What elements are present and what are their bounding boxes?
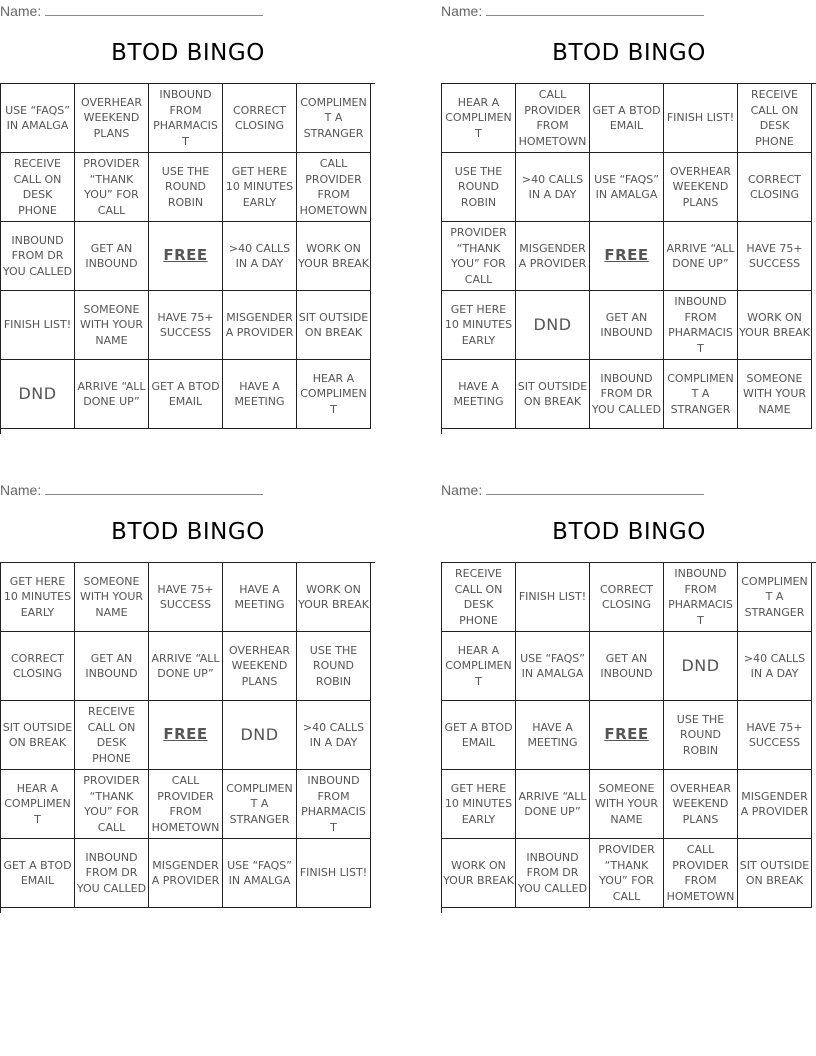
bingo-grid xyxy=(441,562,816,913)
bingo-cell[interactable]: INBOUND FROM DR YOU CALLED xyxy=(590,360,664,429)
bingo-cell[interactable]: CALL PROVIDER FROM HOMETOWN xyxy=(297,153,371,222)
bingo-cell[interactable]: GET A BTOD EMAIL xyxy=(149,360,223,429)
bingo-cell[interactable]: HEAR A COMPLIMENT xyxy=(297,360,371,429)
bingo-cell[interactable]: CORRECT CLOSING xyxy=(223,84,297,153)
name-label: Name: xyxy=(0,3,42,19)
bingo-cell[interactable]: OVERHEAR WEEKEND PLANS xyxy=(223,632,297,701)
bingo-cell[interactable]: >40 CALLS IN A DAY xyxy=(223,222,297,291)
name-field[interactable] xyxy=(441,3,816,21)
bingo-cell[interactable]: RECEIVE CALL ON DESK PHONE xyxy=(75,701,149,770)
bingo-cell[interactable]: USE THE ROUND ROBIN xyxy=(664,701,738,770)
bingo-cell[interactable]: SOMEONE WITH YOUR NAME xyxy=(75,291,149,360)
name-field[interactable] xyxy=(0,3,376,21)
bingo-cell[interactable]: WORK ON YOUR BREAK xyxy=(738,291,812,360)
bingo-cell[interactable]: SIT OUTSIDE ON BREAK xyxy=(1,701,75,770)
bingo-cell[interactable]: PROVIDER “THANK YOU” FOR CALL xyxy=(590,839,664,908)
bingo-cell[interactable]: MISGENDER A PROVIDER xyxy=(738,770,812,839)
bingo-cell[interactable]: USE THE ROUND ROBIN xyxy=(442,153,516,222)
bingo-cell[interactable]: PROVIDER “THANK YOU” FOR CALL xyxy=(75,153,149,222)
bingo-cell[interactable]: FINISH LIST! xyxy=(516,563,590,632)
bingo-cell[interactable]: INBOUND FROM PHARMACIST xyxy=(664,291,738,360)
bingo-cell[interactable]: HAVE A MEETING xyxy=(442,360,516,429)
bingo-cell[interactable]: PROVIDER “THANK YOU” FOR CALL xyxy=(75,770,149,839)
bingo-cell[interactable]: USE “FAQS” IN AMALGA xyxy=(223,839,297,908)
free-space-cell[interactable]: FREE xyxy=(149,222,223,291)
bingo-cell[interactable]: COMPLIMENT A STRANGER xyxy=(664,360,738,429)
bingo-cell[interactable]: GET HERE 10 MINUTES EARLY xyxy=(442,291,516,360)
bingo-cell[interactable]: OVERHEAR WEEKEND PLANS xyxy=(664,770,738,839)
bingo-cell[interactable]: RECEIVE CALL ON DESK PHONE xyxy=(738,84,812,153)
bingo-cell[interactable]: HAVE 75+ SUCCESS xyxy=(738,222,812,291)
bingo-cell[interactable]: WORK ON YOUR BREAK xyxy=(297,222,371,291)
bingo-cell[interactable]: HAVE A MEETING xyxy=(516,701,590,770)
bingo-cell[interactable]: WORK ON YOUR BREAK xyxy=(297,563,371,632)
bingo-cell[interactable]: USE “FAQS” IN AMALGA xyxy=(516,632,590,701)
bingo-cell[interactable]: WORK ON YOUR BREAK xyxy=(442,839,516,908)
bingo-cell[interactable]: CALL PROVIDER FROM HOMETOWN xyxy=(516,84,590,153)
free-space-cell[interactable]: FREE xyxy=(149,701,223,770)
bingo-cell[interactable]: ARRIVE “ALL DONE UP” xyxy=(75,360,149,429)
bingo-cell[interactable]: HEAR A COMPLIMENT xyxy=(442,632,516,701)
bingo-cell[interactable]: GET AN INBOUND xyxy=(75,632,149,701)
bingo-cell[interactable]: FINISH LIST! xyxy=(297,839,371,908)
card-title: BTOD BINGO xyxy=(552,40,706,66)
bingo-cell[interactable]: COMPLIMENT A STRANGER xyxy=(738,563,812,632)
name-label: Name: xyxy=(441,482,483,498)
bingo-cell[interactable]: ARRIVE “ALL DONE UP” xyxy=(149,632,223,701)
bingo-cell[interactable]: MISGENDER A PROVIDER xyxy=(516,222,590,291)
bingo-cell[interactable]: HAVE A MEETING xyxy=(223,563,297,632)
bingo-cell[interactable]: HAVE A MEETING xyxy=(223,360,297,429)
name-field[interactable] xyxy=(0,482,376,500)
bingo-cell[interactable]: GET HERE 10 MINUTES EARLY xyxy=(442,770,516,839)
bingo-cell[interactable]: GET AN INBOUND xyxy=(590,632,664,701)
bingo-cell[interactable]: INBOUND FROM DR YOU CALLED xyxy=(75,839,149,908)
bingo-cell[interactable]: RECEIVE CALL ON DESK PHONE xyxy=(1,153,75,222)
card-title: BTOD BINGO xyxy=(111,519,265,545)
bingo-cell[interactable]: GET AN INBOUND xyxy=(75,222,149,291)
name-underline[interactable] xyxy=(486,3,704,16)
bingo-cell[interactable]: GET A BTOD EMAIL xyxy=(1,839,75,908)
bingo-cell[interactable]: HEAR A COMPLIMENT xyxy=(1,770,75,839)
bingo-cell[interactable]: HAVE 75+ SUCCESS xyxy=(149,291,223,360)
bingo-cell[interactable]: SOMEONE WITH YOUR NAME xyxy=(738,360,812,429)
bingo-cell[interactable]: FINISH LIST! xyxy=(664,84,738,153)
bingo-cell[interactable]: SIT OUTSIDE ON BREAK xyxy=(297,291,371,360)
bingo-cell[interactable]: MISGENDER A PROVIDER xyxy=(223,291,297,360)
bingo-cell[interactable]: SOMEONE WITH YOUR NAME xyxy=(75,563,149,632)
bingo-cell[interactable]: USE THE ROUND ROBIN xyxy=(149,153,223,222)
name-label: Name: xyxy=(0,482,42,498)
card-title: BTOD BINGO xyxy=(111,40,265,66)
bingo-cell[interactable]: INBOUND FROM PHARMACIST xyxy=(149,84,223,153)
bingo-cell[interactable]: SOMEONE WITH YOUR NAME xyxy=(590,770,664,839)
bingo-cell[interactable]: COMPLIMENT A STRANGER xyxy=(223,770,297,839)
bingo-cell[interactable]: SIT OUTSIDE ON BREAK xyxy=(516,360,590,429)
bingo-cell[interactable]: ARRIVE “ALL DONE UP” xyxy=(664,222,738,291)
bingo-cell[interactable]: INBOUND FROM PHARMACIST xyxy=(297,770,371,839)
bingo-cell[interactable]: >40 CALLS IN A DAY xyxy=(297,701,371,770)
bingo-cell[interactable]: ARRIVE “ALL DONE UP” xyxy=(516,770,590,839)
bingo-cell[interactable]: GET A BTOD EMAIL xyxy=(442,701,516,770)
bingo-cell[interactable]: >40 CALLS IN A DAY xyxy=(516,153,590,222)
bingo-cell[interactable]: DND xyxy=(664,632,738,701)
name-label: Name: xyxy=(441,3,483,19)
bingo-cell[interactable]: HEAR A COMPLIMENT xyxy=(442,84,516,153)
bingo-cell[interactable]: INBOUND FROM DR YOU CALLED xyxy=(1,222,75,291)
bingo-cell[interactable]: DND xyxy=(223,701,297,770)
bingo-cell[interactable]: PROVIDER “THANK YOU” FOR CALL xyxy=(442,222,516,291)
free-space-cell[interactable]: FREE xyxy=(590,222,664,291)
bingo-cell[interactable]: USE THE ROUND ROBIN xyxy=(297,632,371,701)
bingo-cell[interactable]: CORRECT CLOSING xyxy=(738,153,812,222)
bingo-cell[interactable]: RECEIVE CALL ON DESK PHONE xyxy=(442,563,516,632)
bingo-cell[interactable]: USE “FAQS” IN AMALGA xyxy=(590,153,664,222)
bingo-cell[interactable]: GET HERE 10 MINUTES EARLY xyxy=(1,563,75,632)
bingo-cell[interactable]: DND xyxy=(1,360,75,429)
bingo-cell[interactable]: FINISH LIST! xyxy=(1,291,75,360)
bingo-cell[interactable]: HAVE 75+ SUCCESS xyxy=(738,701,812,770)
card-title: BTOD BINGO xyxy=(552,519,706,545)
bingo-cell[interactable]: MISGENDER A PROVIDER xyxy=(149,839,223,908)
bingo-cell[interactable]: INBOUND FROM PHARMACIST xyxy=(664,563,738,632)
bingo-cell[interactable]: OVERHEAR WEEKEND PLANS xyxy=(664,153,738,222)
bingo-cell[interactable]: GET A BTOD EMAIL xyxy=(590,84,664,153)
bingo-cell[interactable]: >40 CALLS IN A DAY xyxy=(738,632,812,701)
bingo-cell[interactable]: CORRECT CLOSING xyxy=(590,563,664,632)
bingo-cell[interactable]: CALL PROVIDER FROM HOMETOWN xyxy=(149,770,223,839)
bingo-cell[interactable]: USE “FAQS” IN AMALGA xyxy=(1,84,75,153)
free-space-cell[interactable]: FREE xyxy=(590,701,664,770)
bingo-grid xyxy=(0,83,375,434)
bingo-cell[interactable]: SIT OUTSIDE ON BREAK xyxy=(738,839,812,908)
name-field[interactable] xyxy=(441,482,816,500)
bingo-cell[interactable]: INBOUND FROM DR YOU CALLED xyxy=(516,839,590,908)
bingo-cell[interactable]: GET AN INBOUND xyxy=(590,291,664,360)
bingo-cell[interactable]: DND xyxy=(516,291,590,360)
bingo-cell[interactable]: CALL PROVIDER FROM HOMETOWN xyxy=(664,839,738,908)
bingo-grid xyxy=(0,562,375,913)
bingo-cell[interactable]: OVERHEAR WEEKEND PLANS xyxy=(75,84,149,153)
bingo-cell[interactable]: COMPLIMENT A STRANGER xyxy=(297,84,371,153)
name-underline[interactable] xyxy=(45,482,263,495)
bingo-cell[interactable]: HAVE 75+ SUCCESS xyxy=(149,563,223,632)
bingo-cell[interactable]: GET HERE 10 MINUTES EARLY xyxy=(223,153,297,222)
bingo-cell[interactable]: CORRECT CLOSING xyxy=(1,632,75,701)
name-underline[interactable] xyxy=(45,3,263,16)
name-underline[interactable] xyxy=(486,482,704,495)
bingo-grid xyxy=(441,83,816,434)
